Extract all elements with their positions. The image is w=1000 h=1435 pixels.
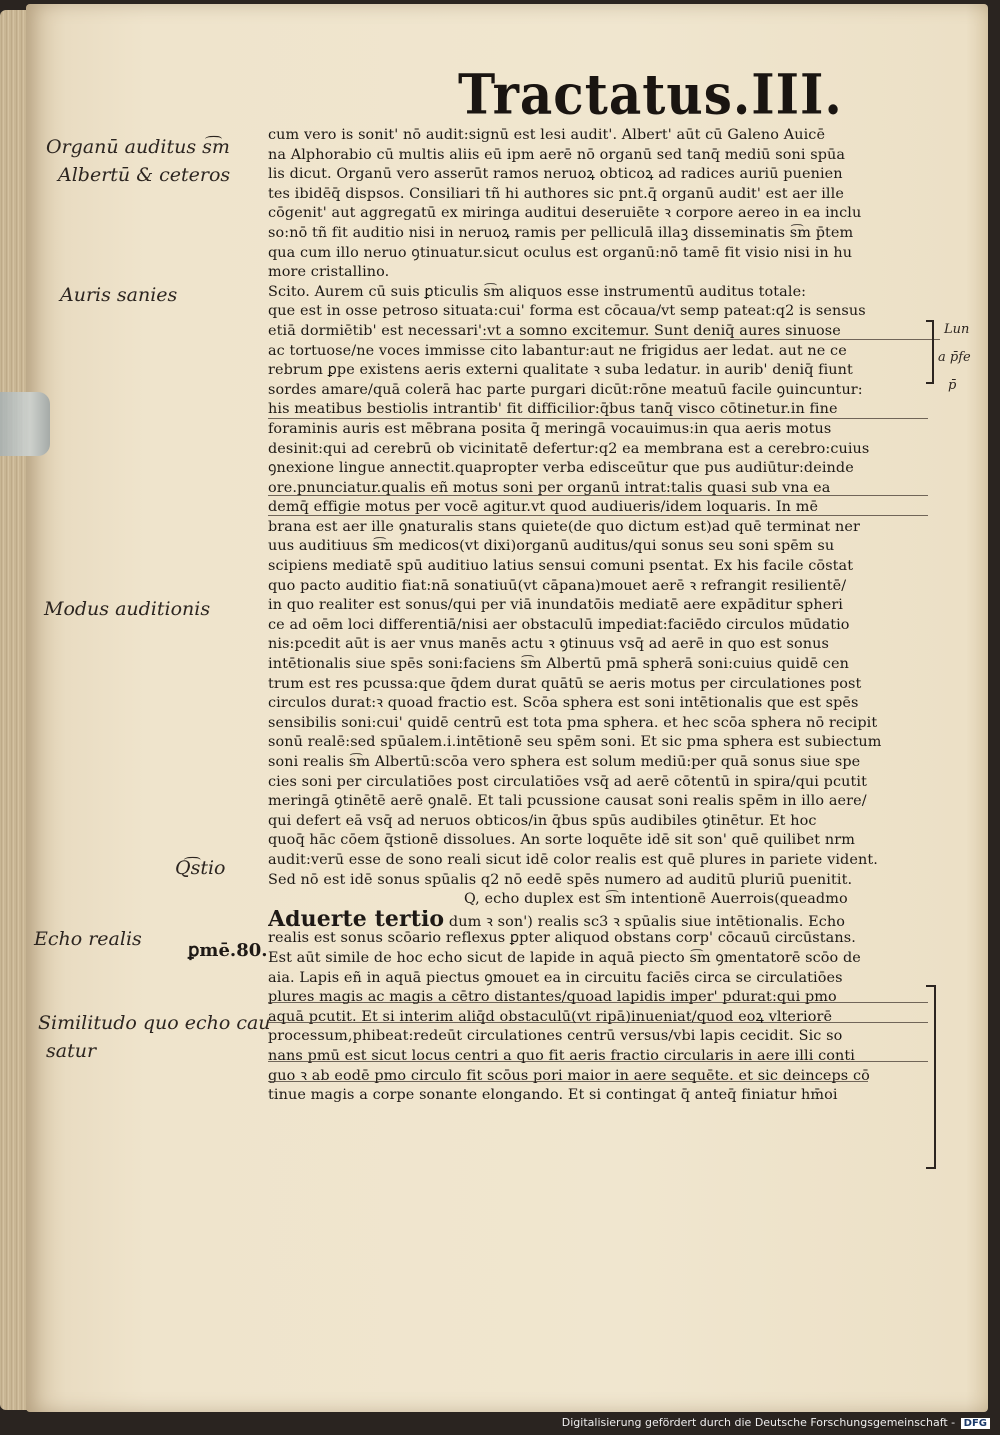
page-heading: Tractatus.III.	[458, 62, 843, 127]
text-line: circulos durat:ꝛ quoad fractio est. Scōa sphera est soni intētionalis que est spēs	[268, 695, 859, 712]
text-line: cies soni per circulatiōes post circulatiōes vsq̄ ad aerē cōtentū in spira/qui pcutit	[268, 773, 867, 790]
text-line: Sed nō est idē sonus spūalis q2 nō eedē spēs numero ad auditū pluriū puenitit.	[268, 871, 853, 888]
text-line: uus auditiuus s͡m medicos(vt dixi)organū auditus/qui sonus seu soni spēm su	[268, 538, 835, 555]
text-line: his meatibus bestiolis intrantib' fit difficilior:q̄bus tanq̄ visco cōtinetur.in fine	[268, 401, 838, 418]
text-line: audit:verū esse de sono reali sicut idē color realis est quē plures in pariete vident.	[268, 851, 878, 868]
echo-lead: Aduerte tertio	[268, 909, 445, 930]
margin-note-organum-1: Organū auditus s͡m	[46, 136, 230, 158]
text-line: intētionalis siue spēs soni:faciens s͡m Albertū pmā spherā soni:cuius quidē cen	[268, 656, 849, 673]
underline	[480, 339, 940, 340]
text-line: aia. Lapis eñ in aquā piectus ꝯmouet ea in circuitu faciēs circa se circulatiōes	[268, 969, 843, 986]
margin-note-auris: Auris sanies	[60, 284, 178, 306]
echo-lead-cont: dum ꝛ son') realis sc3 ꝛ spūalis siue intētionalis. Echo	[448, 913, 846, 930]
text-line: cum vero is sonit' nō audit:signū est lesi audit'. Albert' aūt cū Galeno Auicē	[268, 127, 826, 143]
margin-note-simile-1: Similitudo quo echo cau	[38, 1012, 271, 1034]
margin-note-modus: Modus auditionis	[44, 598, 211, 620]
text-line: foraminis auris est mēbrana posita q̄̄ meringā vocauimus:in qua aeris motus	[268, 420, 832, 437]
text-line: sonū realē:sed spūalem.i.intētionē seu spēm soni. Et sic pma sphera est subiectum	[268, 734, 882, 751]
main-text	[268, 126, 934, 1125]
text-line: Est aūt simile de hoc echo sicut de lapide in aquā piecto s͡m ꝯmentatorē scōo de	[268, 949, 861, 966]
text-line: trum est res pcussa:que q̄dem durat quātū se aeris motus per circulationes post	[268, 675, 862, 692]
footer-credit	[562, 1416, 990, 1429]
margin-bracket	[926, 985, 936, 1169]
text-line: brana est aer ille ꝯnaturalis stans quiete(de quo dictum est)ad quē terminat ner	[268, 518, 860, 535]
text-line: qui defert eā vsq̄ ad neruos obticos/in q̄bus spūs audibiles ꝯtinētur. Et hoc	[268, 812, 817, 829]
margin-note-echo: Echo realis	[34, 928, 142, 950]
text-line: tinue magis a corpe sonante elongando. Et si contingat q̄ anteq̄ finiatur hm̄oi	[268, 1087, 838, 1104]
text-line: quo pacto auditio fiat:nā sonatiuū(vt cāpana)mouet aerē ꝛ refrangit resilientē/	[268, 577, 847, 594]
text-line: etiā dormiētib' est necessari':vt a somno excitemur. Sunt deniq̄ aures sinuose	[268, 322, 841, 339]
text-line: nis:pcedit aūt is aer vnus manēs actu ꝛ ꝯtinuus vsq̄ ad aerē in quo est sonus	[268, 636, 829, 653]
text-line: demq̄ effigie motus per vocē agitur.vt quod audiueris/idem loquaris. In mē	[268, 499, 819, 516]
text-line: guo ꝛ ab eodē pmo circulo fit scōus pori maior in aere sequēte. et sic deinceps cō	[268, 1067, 870, 1084]
right-note-3: p̄	[948, 378, 957, 393]
text-line: soni realis s͡m Albertū:scōa vero sphera est solum mediū:per quā sonus siue spe	[268, 754, 861, 770]
echo-heading-line: Q, echo duplex est s͡m intentionē Auerrois(queadmo	[464, 891, 848, 908]
text-line: scipiens mediatē spū auditiuo latius sensui comuni psentat. Ex his facile cōstat	[268, 558, 854, 575]
underline	[268, 1002, 928, 1003]
text-line: realis est sonus scōario reflexus ꝑpter aliquod obstans corp' cōcauū circūstans.	[268, 930, 856, 947]
text-line: aquā pcutit. Et si interim aliq̄d obstaculū(vt ripā)inueniat/quod eoꝝ vlteriorē	[268, 1008, 833, 1025]
text-line: cōgenit' aut aggregatū ex miringa auditui deseruiēte ꝛ corpore aereo in ea inclu	[268, 205, 862, 222]
margin-bracket	[926, 320, 934, 384]
text-line: so:nō tñ fit auditio nisi in neruoꝝ ramis per pelliculā illaꝫ disseminatis s͡m p̄tem	[268, 224, 854, 241]
text-line: desinit:qui ad cerebrū ob vicinitatē defertur:q2 ea membrana est a cerebro:cuius	[268, 440, 870, 457]
text-line: rebrum ꝑpe existens aeris externi qualitate ꝛ suba ledatur. in aurib' deniq̄ fiunt	[268, 362, 853, 379]
section-mark: ꝑmē.80.	[188, 940, 268, 961]
margin-note-questio: Q͡stio	[175, 857, 226, 879]
underline	[268, 1081, 868, 1082]
footer-text: Digitalisierung gefördert durch die Deutsche Forschungsgemeinschaft -	[561, 1416, 956, 1429]
text-line: na Alphorabio cū multis aliis eū ipm aerē nō organū sed tanq̄ mediū soni spūa	[268, 146, 846, 163]
text-line: quoq̄ hāc cōem q̄stionē dissolues. An sorte loquēte idē sit son' quē quilibet nrm	[268, 832, 855, 849]
text-line: ꝯnexione lingue annectit.quapropter verba edisceūtur que pus audiūtur:deinde	[268, 460, 854, 477]
underline	[268, 418, 928, 419]
text-line: tes ibidēq̄ dispsos. Consiliari tñ hi authores sic pnt.q̄ organū audit' est aer ille	[268, 185, 844, 202]
text-line: qua cum illo neruo ꝯtinuatur.sicut oculus est organū:nō tamē fit visio nisi in hu	[268, 244, 853, 261]
text-line: Scito. Aurem cū suis ꝑticulis s͡m aliquos esse instrumentū auditus totale:	[268, 283, 807, 300]
underline	[268, 1061, 928, 1062]
text-line: ore.pnunciatur.qualis eñ motus soni per organū intrat:talis quasi sub vna ea	[268, 479, 831, 496]
margin-note-organum-2: Albertū & ceteros	[58, 164, 231, 186]
echo-lead-line	[268, 910, 934, 930]
text-line: que est in osse petroso situata:cui' forma est cōcaua/vt semp pateat:q2 is sensus	[268, 303, 866, 320]
text-line: ac tortuose/ne voces immisse cito labantur:aut ne frigidus aer ledat. aut ne ce	[268, 342, 847, 359]
text-line: meringā ꝯtinētē aerē ꝯnalē. Et tali pcussione causat soni realis spēm in illo aere/	[268, 793, 867, 810]
text-line	[268, 1106, 934, 1126]
underline	[268, 515, 928, 516]
dfg-logo: DFG	[961, 1418, 990, 1429]
text-line: sordes amare/quā colerā hac parte purgari dicūt:rōne meatuū facile ꝯuincuntur:	[268, 381, 863, 398]
right-note-2: a p̄fe	[938, 350, 971, 365]
text-line: ce ad oēm loci differentiā/nisi aer obstaculū impediat:faciēdo circulos mūdatio	[268, 616, 850, 633]
page-clip	[0, 392, 50, 456]
text-line: in quo realiter est sonus/qui per viā inundatōis mediatē aere expāditur spheri	[268, 597, 844, 614]
text-line: sensibilis soni:cui' quidē centrū est tota pma sphera. et hec scōa sphera nō recipit	[268, 714, 878, 731]
underline	[268, 1022, 928, 1023]
text-line: lis dicut. Organū vero asserūt ramos neruoꝝ obticoꝝ ad radices auriū puenien	[268, 166, 843, 183]
text-line: more cristallino.	[268, 264, 390, 281]
text-line: plures magis ac magis a cētro distantes/quoad lapidis imper' pdurat:qui pmo	[268, 989, 837, 1006]
right-note-1: Lun	[944, 322, 970, 337]
text-line: processum,phibeat:redeūt circulationes centrū versus/vbi lapis cecidit. Sic so	[268, 1028, 843, 1045]
text-line: nans pmū est sicut locus centri a quo fit aeris fractio circularis in aere illi conti	[268, 1047, 855, 1064]
margin-note-simile-2: satur	[46, 1040, 97, 1062]
underline	[268, 495, 928, 496]
